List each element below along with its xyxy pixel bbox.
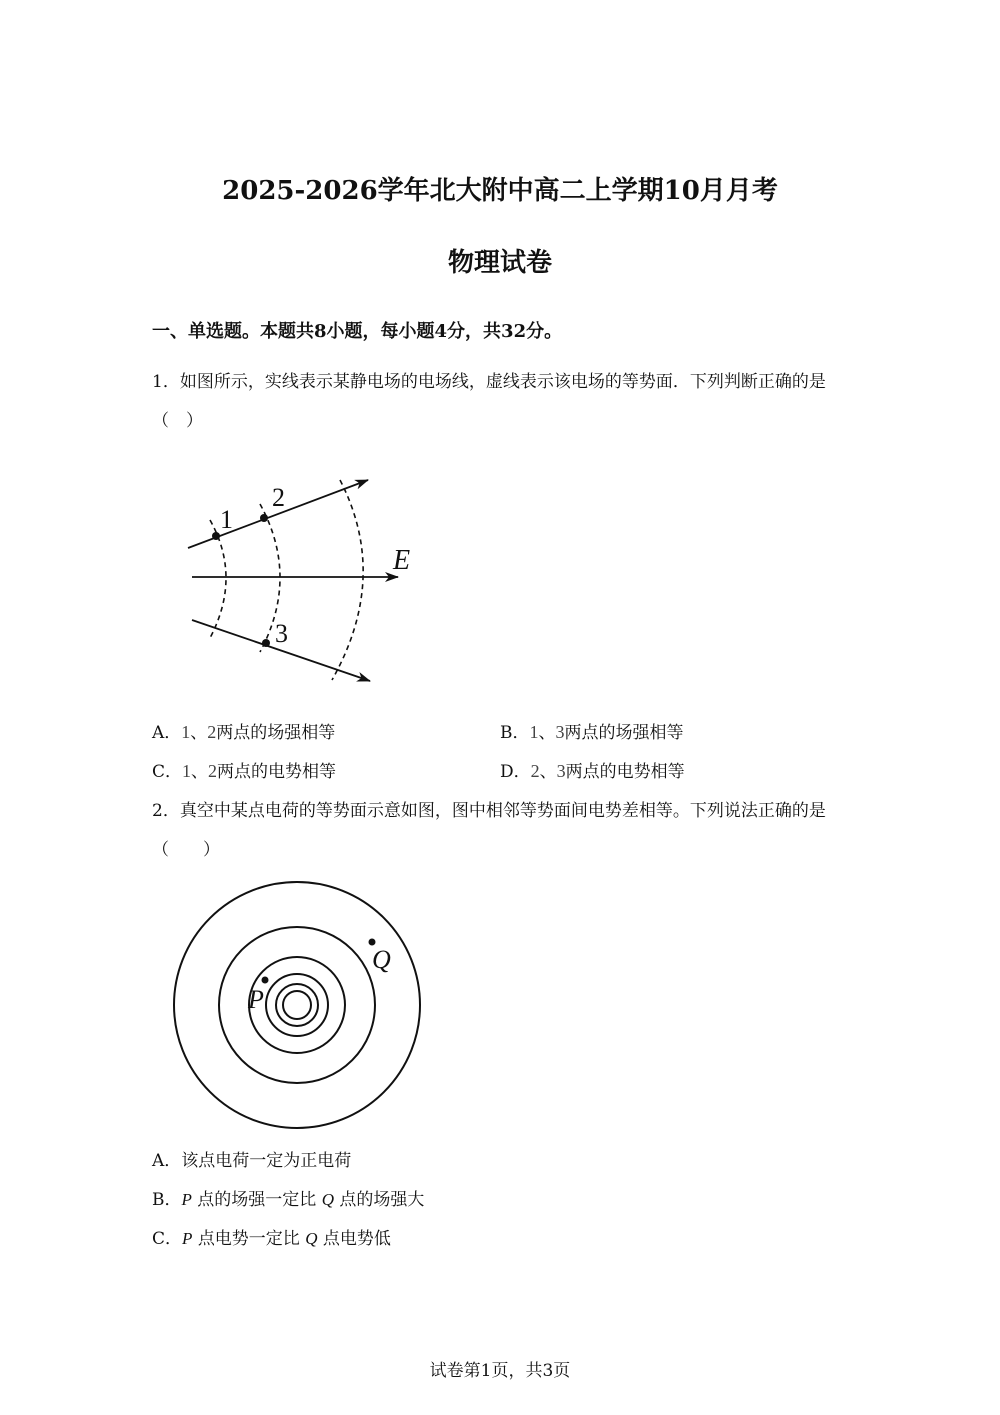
q1-option-d[interactable]: D．2、3两点的电势相等 (500, 761, 685, 782)
label-point-3: 3 (275, 619, 288, 648)
q2-option-c[interactable]: C．P 点电势一定比 Q 点电势低 (152, 1229, 391, 1249)
question-1-text: 1．如图所示，实线表示某静电场的电场线，虚线表示该电场的等势面．下列判断正确的是 (152, 372, 826, 392)
page-footer: 试卷第1页，共3页 (429, 1361, 571, 1381)
point-2 (260, 514, 268, 522)
label-point-2: 2 (272, 483, 285, 512)
equipotential-circle-1 (174, 882, 420, 1128)
exam-subtitle: 物理试卷 (447, 248, 552, 278)
equipotential-circle-6 (283, 991, 311, 1019)
q1-option-a[interactable]: A．1、2两点的场强相等 (152, 722, 336, 743)
label-point-q: Q (372, 945, 391, 974)
q2-option-a[interactable]: A．该点电荷一定为正电荷 (152, 1151, 352, 1171)
point-1 (212, 532, 220, 540)
q2-option-b[interactable]: B．P 点的场强一定比 Q 点的场强大 (152, 1190, 425, 1210)
equipotential-circles-figure (170, 878, 426, 1134)
equipotential-arc-3 (332, 480, 363, 680)
q1-option-b[interactable]: B．1、3两点的场强相等 (500, 722, 684, 743)
question-2-paren: （ ） (152, 840, 220, 860)
question-2-text: 2．真空中某点电荷的等势面示意如图，图中相邻等势面间电势差相等。下列说法正确的是 (152, 801, 826, 821)
label-field-e: E (393, 545, 411, 576)
q1-option-c[interactable]: C．1、2两点的电势相等 (152, 761, 337, 782)
exam-title: 2025-2026学年北大附中高二上学期10月月考 (222, 176, 778, 206)
equipotential-circle-2 (219, 927, 375, 1083)
field-lines-figure (180, 462, 430, 694)
point-p (262, 977, 269, 984)
section-heading: 一、单选题。本题共8小题，每小题4分，共32分。 (152, 321, 563, 342)
label-point-1: 1 (220, 505, 233, 534)
point-3 (262, 639, 270, 647)
question-1-paren: （ ） (152, 411, 203, 431)
label-point-p: P (248, 985, 264, 1014)
